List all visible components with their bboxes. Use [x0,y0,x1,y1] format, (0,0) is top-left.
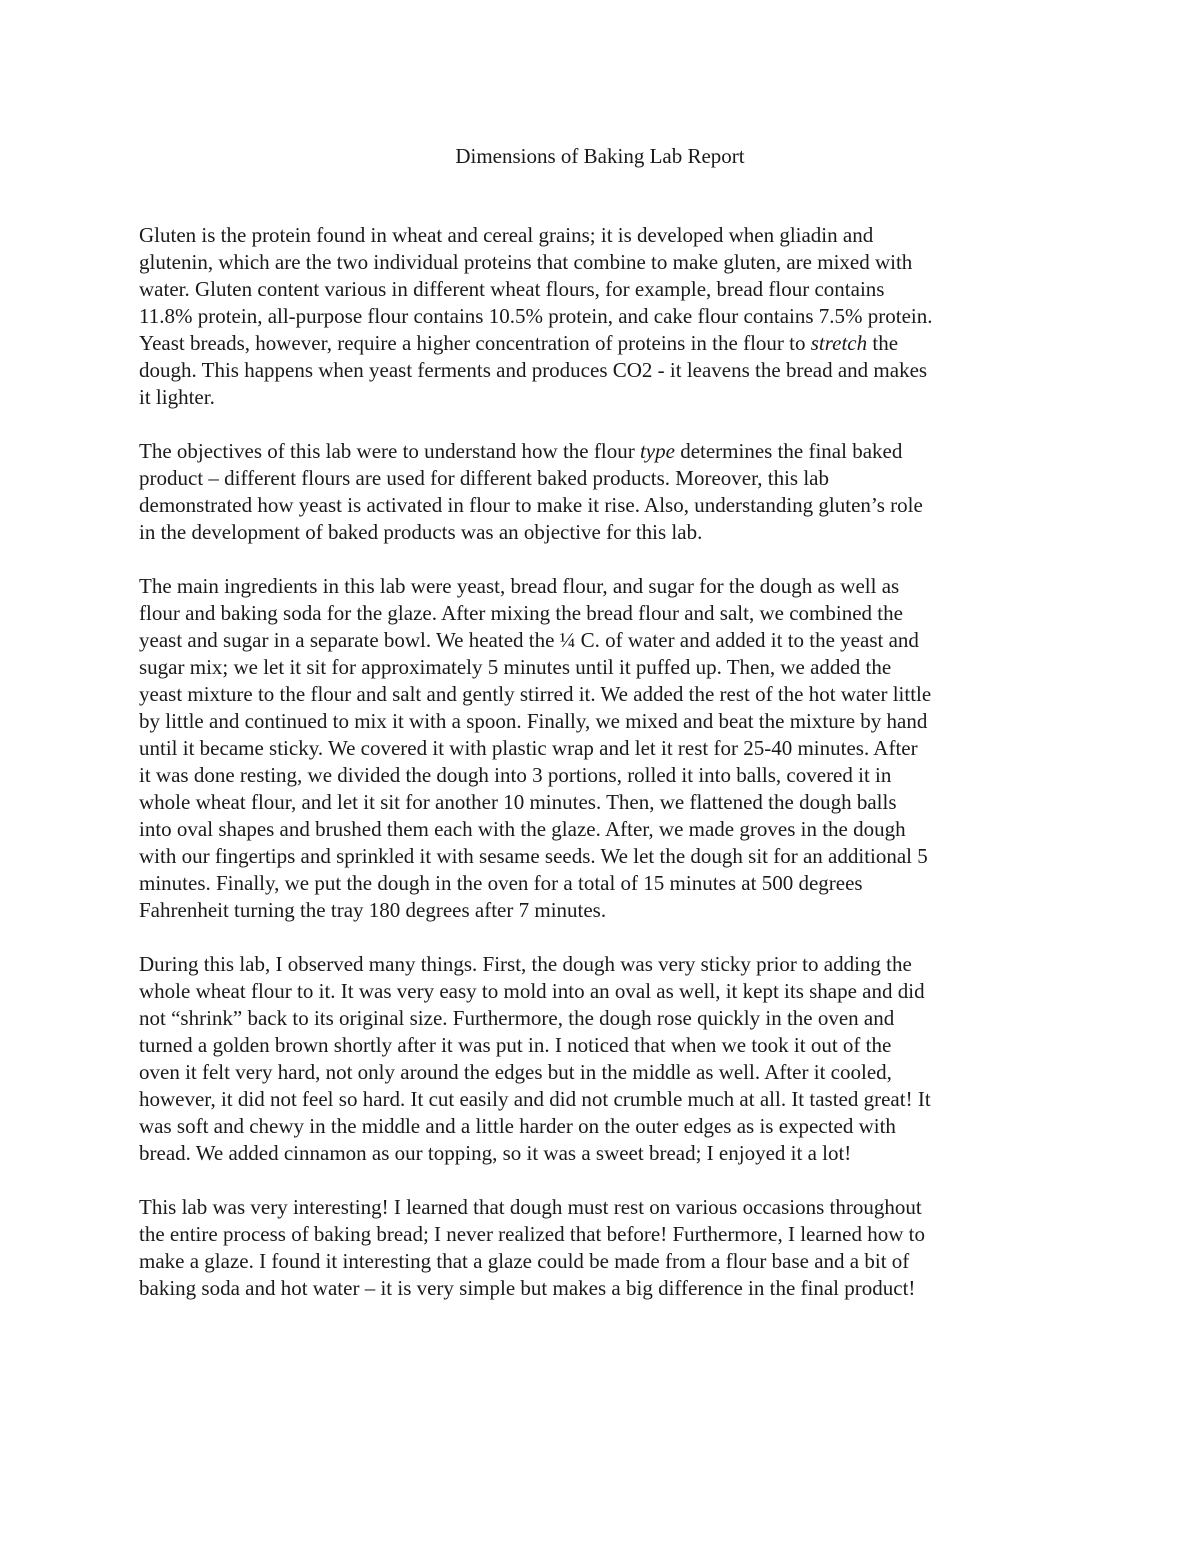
text-line: not “shrink” back to its original size. Furthermore, the dough rose quickly in the oven and [139,1006,895,1030]
text-line: minutes. Finally, we put the dough in the oven for a total of 15 minutes at 500 degrees [139,871,863,895]
paragraph [139,222,1064,411]
text-line: yeast mixture to the flour and salt and gently stirred it. We added the rest of the hot water little [139,682,932,706]
text-line: whole wheat flour to it. It was very easy to mold into an oval as well, it kept its shape and did [139,979,925,1003]
text-line: Fahrenheit turning the tray 180 degrees after 7 minutes. [139,898,607,922]
emphasized-word: type [639,439,675,463]
text-line: water. Gluten content various in different wheat flours, for example, bread flour contains [139,277,885,301]
text-line: flour and baking soda for the glaze. After mixing the bread flour and salt, we combined the [139,601,903,625]
text-line: This lab was very interesting! I learned that dough must rest on various occasions throughout [139,1195,922,1219]
paragraph [139,438,1064,546]
text-line: 11.8% protein, all-purpose flour contains 10.5% protein, and cake flour contains 7.5% protein. [139,304,933,328]
text-line: yeast and sugar in a separate bowl. We heated the ¼ C. of water and added it to the yeast and [139,628,919,652]
text-line: make a glaze. I found it interesting that a glaze could be made from a flour base and a bit of [139,1249,910,1273]
paragraph [139,1194,1064,1302]
text-line: turned a golden brown shortly after it was put in. I noticed that when we took it out of the [139,1033,892,1057]
text-line: demonstrated how yeast is activated in flour to make it rise. Also, understanding gluten’s role [139,493,923,517]
text-line: product – different flours are used for different baked products. Moreover, this lab [139,466,829,490]
text-line: The main ingredients in this lab were yeast, bread flour, and sugar for the dough as well as [139,574,900,598]
text-line: dough. This happens when yeast ferments and produces CO2 - it leavens the bread and makes [139,358,928,382]
text-line: baking soda and hot water – it is very simple but makes a big difference in the final product! [139,1276,916,1300]
text-line: by little and continued to mix it with a spoon. Finally, we mixed and beat the mixture by hand [139,709,928,733]
text-line: Gluten is the protein found in wheat and cereal grains; it is developed when gliadin and [139,223,874,247]
text-line: glutenin, which are the two individual proteins that combine to make gluten, are mixed with [139,250,913,274]
text-line: bread. We added cinnamon as our topping, so it was a sweet bread; I enjoyed it a lot! [139,1141,852,1165]
document-title: Dimensions of Baking Lab Report [455,144,745,168]
text-line: it lighter. [139,385,215,409]
text-line: sugar mix; we let it sit for approximately 5 minutes until it puffed up. Then, we added the [139,655,892,679]
paragraph [139,573,1064,924]
text-line: oven it felt very hard, not only around the edges but in the middle as well. After it cooled, [139,1060,892,1084]
text-line: During this lab, I observed many things. First, the dough was very sticky prior to adding the [139,952,912,976]
text-line: into oval shapes and brushed them each with the glaze. After, we made groves in the dough [139,817,906,841]
text-line: with our fingertips and sprinkled it with sesame seeds. We let the dough sit for an additional 5 [139,844,928,868]
text-line: The objectives of this lab were to understand how the flour type determines the final baked [139,439,903,463]
text-line: until it became sticky. We covered it with plastic wrap and let it rest for 25-40 minutes. After [139,736,918,760]
text-line: Yeast breads, however, require a higher concentration of proteins in the flour to stretch the [139,331,899,355]
text-line: however, it did not feel so hard. It cut easily and did not crumble much at all. It tasted great! It [139,1087,931,1111]
text-line: whole wheat flour, and let it sit for another 10 minutes. Then, we flattened the dough balls [139,790,897,814]
text-line: the entire process of baking bread; I never realized that before! Furthermore, I learned how to [139,1222,925,1246]
text-line: in the development of baked products was an objective for this lab. [139,520,703,544]
paragraph [139,951,1064,1167]
emphasized-word: stretch [810,331,868,355]
text-line: was soft and chewy in the middle and a little harder on the outer edges as is expected with [139,1114,896,1138]
document-body [139,222,1064,1329]
text-line: it was done resting, we divided the dough into 3 portions, rolled it into balls, covered it in [139,763,892,787]
